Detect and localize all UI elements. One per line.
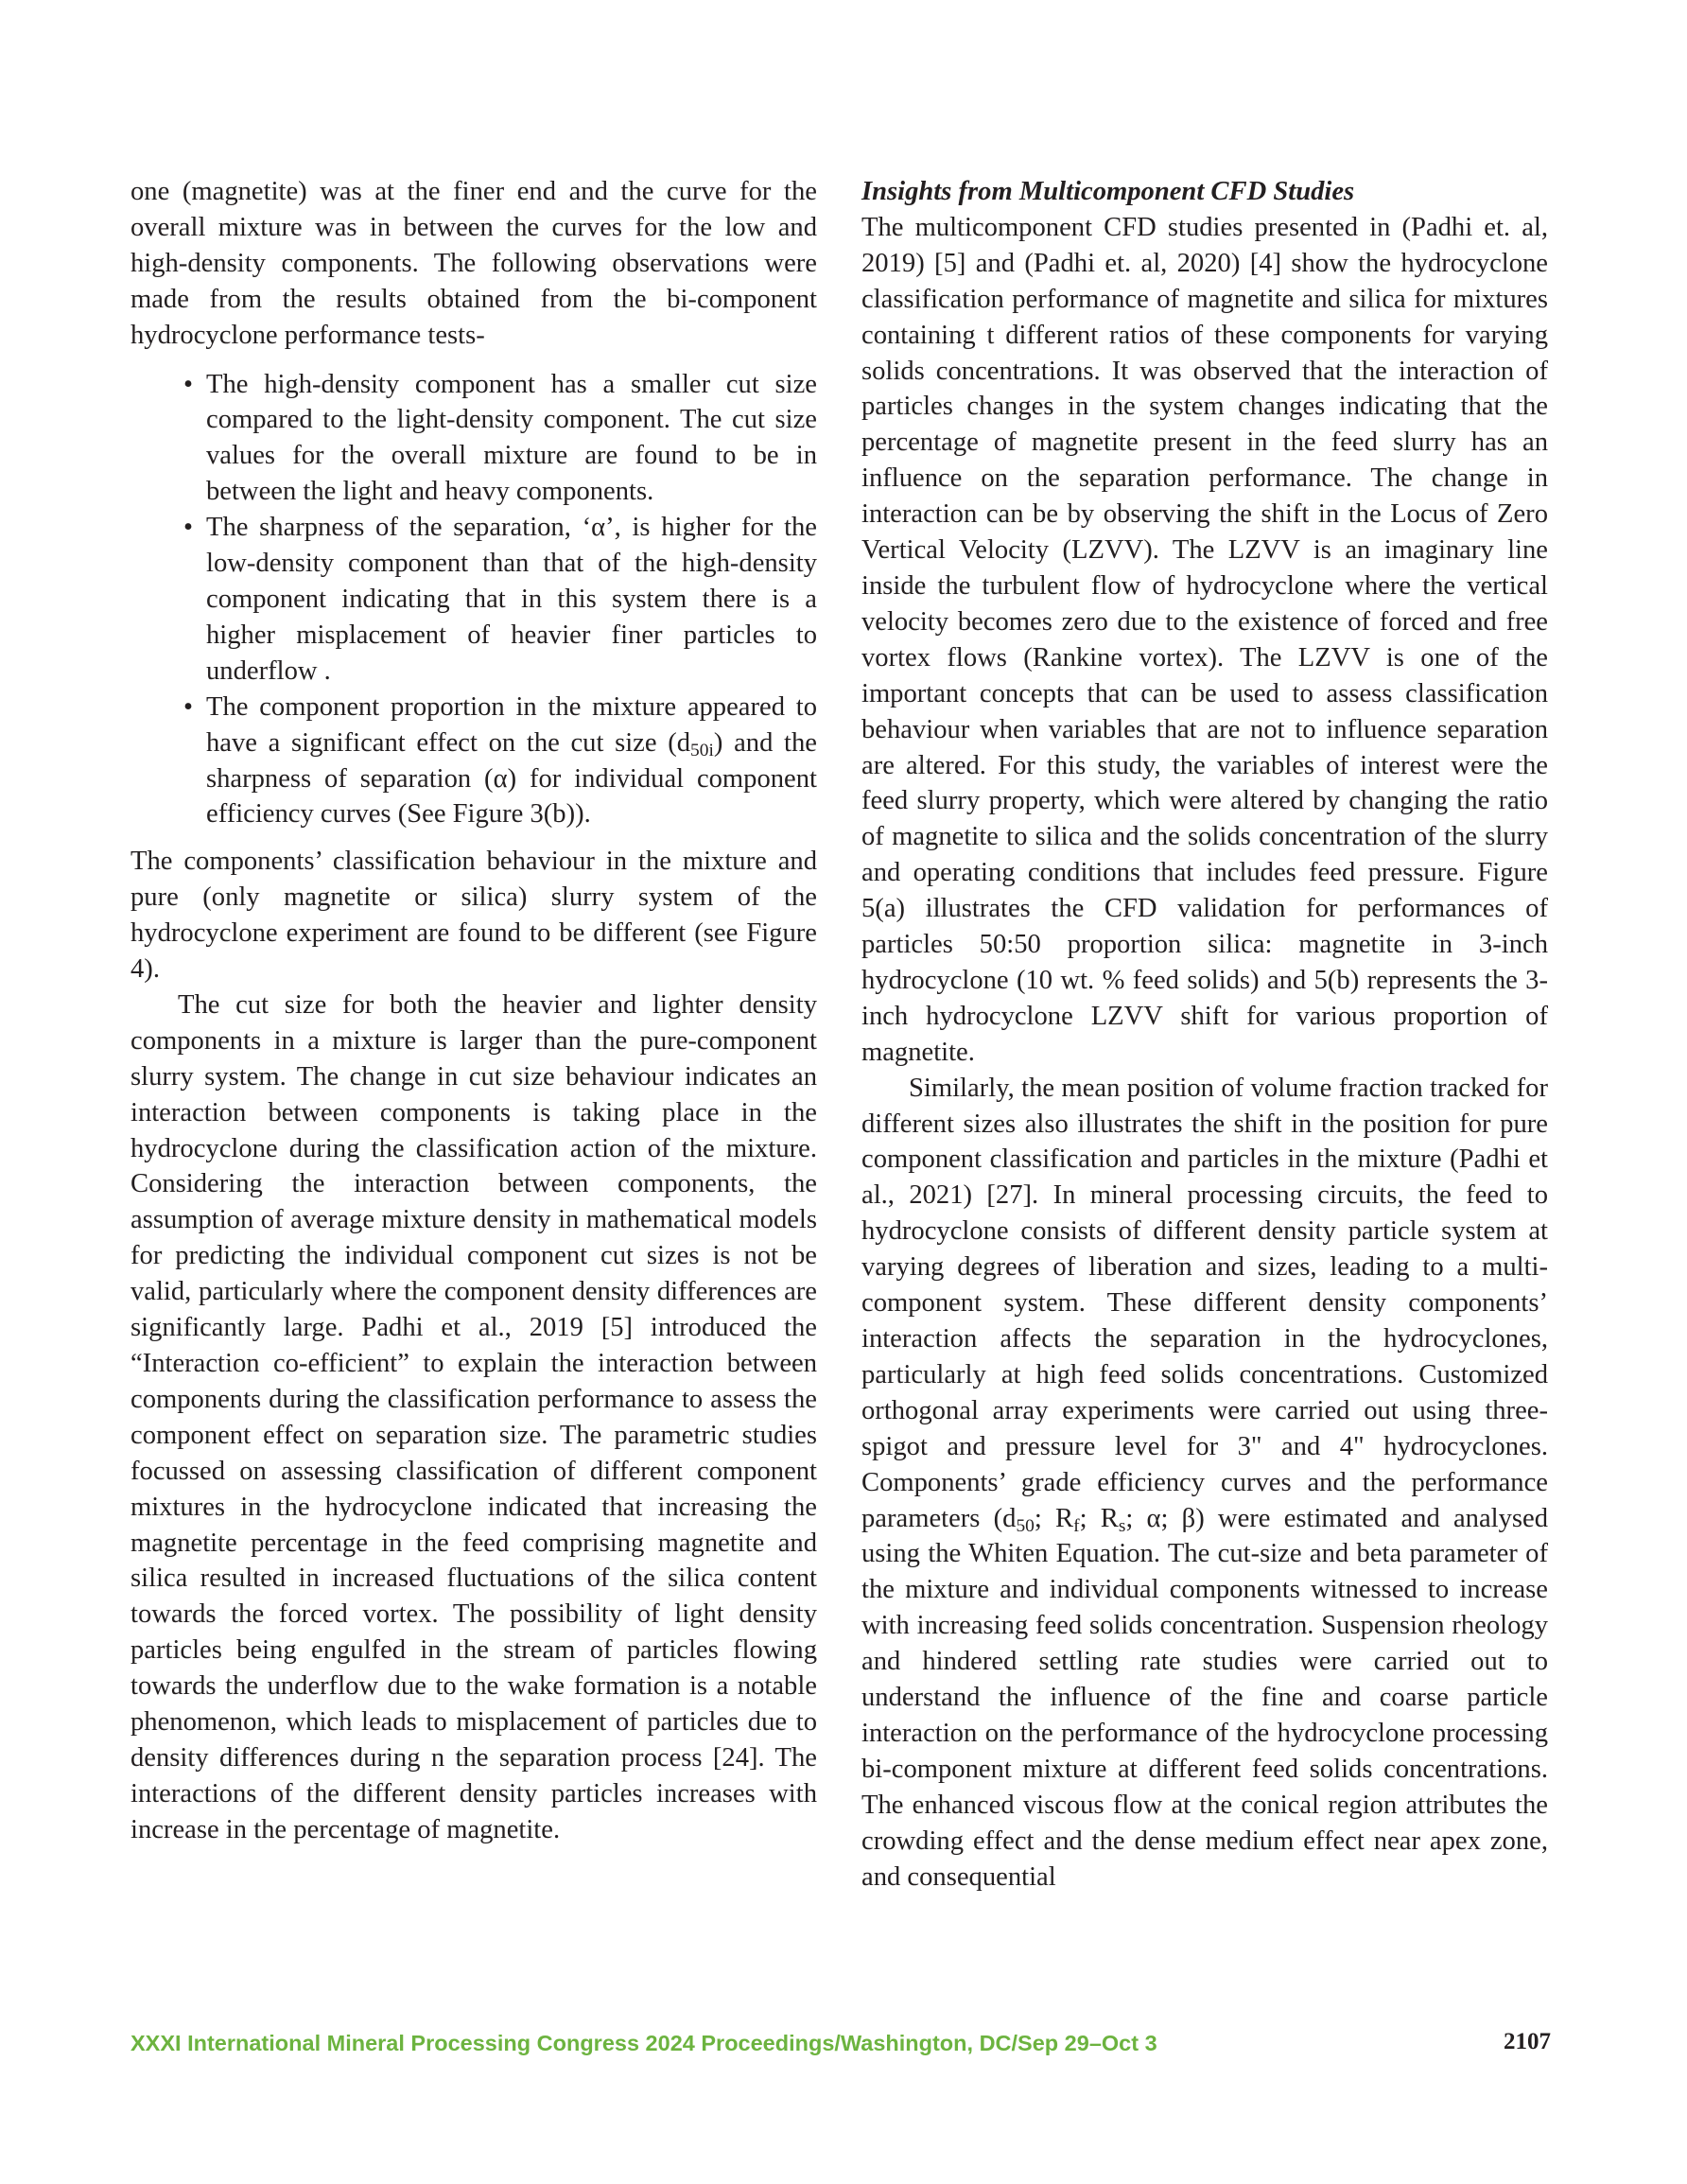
list-item (206, 690, 817, 833)
footer-proceedings: XXXI International Mineral Processing Congress 2024 Proceedings/Washington, DC/Sep 29–Oct 3 (130, 2031, 1157, 2055)
observations-list (130, 367, 817, 833)
right-column (861, 174, 1548, 1896)
body-paragraph (861, 1071, 1548, 1896)
subscript: s (1118, 1515, 1126, 1536)
section-heading: Insights from Multicomponent CFD Studies (861, 177, 1355, 206)
text-run: ; R (1034, 1503, 1074, 1533)
list-item: • The sharpness of the separation, ‘α’, is higher for the low-density component than that of the high-density component indicating that in this system there is a higher misplacement of heavier finer particles to underflow . (206, 510, 817, 690)
left-column (130, 174, 817, 1848)
body-paragraph: The multicomponent CFD studies presented in (Padhi et. al, 2019) [5] and (Padhi et. al, 2020) [4] show the hydrocyclone classification performance of magnetite and silica for mixtures containing t different ratios of these components for varying solids concentrations. It was observed that the interaction of particles changes in the system changes indicating that the percentage of magnetite present in the feed slurry has an influence on the separation performance. The change in interaction can be by observing the shift in the Locus of Zero Vertical Velocity (LZVV). The LZVV is an imaginary line inside the turbulent flow of hydrocyclone where the vertical velocity becomes zero due to the existence of forced and free vortex flows (Rankine vortex). The LZVV is one of the important concepts that can be used to assess classification behaviour when variables that are not to influence separation are altered. For this study, the variables of interest were the feed slurry property, which were altered by changing the ratio of magnetite to silica and the solids concentration of the slurry and operating conditions that includes feed pressure. Figure 5(a) illustrates the CFD validation for performances of particles 50:50 proportion silica: magnetite in 3-inch hydrocyclone (10 wt. % feed solids) and 5(b) represents the 3-inch hydrocyclone LZVV shift for various proportion of magnetite. (861, 212, 1548, 1067)
text-run: ; R (1079, 1503, 1119, 1533)
subscript: f (1073, 1515, 1080, 1536)
body-paragraph: The cut size for both the heavier and lighter density components in a mixture is larger than the pure-component slurry system. The change in cut size behaviour indicates an interaction between components is taking place in the hydrocyclone during the classification action of the mixture. Considering the interaction between components, the assumption of average mixture density in mathematical models for predicting the individual component cut sizes is not be valid, particularly where the component density differences are significantly large. Padhi et al., 2019 [5] introduced the “Interaction co-efficient” to explain the interaction between components during the classification performance to assess the component effect on separation size. The parametric studies focussed on assessing classification of different component mixtures in the hydrocyclone indicated that increasing the magnetite percentage in the feed comprising magnetite and silica resulted in increased fluctuations of the silica content towards the forced vortex. The possibility of light density particles being engulfed in the stream of particles flowing towards the underflow due to the wake formation is a notable phenomenon, which leads to misplacement of particles due to density differences during n the separation process [24]. The interactions of the different density particles increases with increase in the percentage of magnetite. (130, 989, 817, 1844)
bullet-text: ) and the sharpness of separation (α) for individual component efficiency curves (See Figure 3(b)). (206, 727, 817, 830)
body-paragraph: The components’ classification behaviour in the mixture and pure (only magnetite or silica) slurry system of the hydrocyclone experiment are found to be different (see Figure 4). (130, 847, 817, 985)
page-number: 2107 (1504, 2029, 1551, 2054)
subscript: 50 (1016, 1515, 1035, 1536)
text-run: ; α; β) were estimated and analysed using the Whiten Equation. The cut-size and beta parameter of the mixture and individual components witnessed to increase with increasing feed solids concentration. Suspension rheology and hindered settling rate studies were carried out to understand the influence of the fine and coarse particle interaction on the performance of the hydrocyclone processing bi-component mixture at different feed solids concentrations. The enhanced viscous flow at the conical region attributes the crowding effect and the dense medium effect near apex zone, and consequential (861, 1503, 1548, 1892)
bullet-text: The component proportion in the mixture appeared to have a significant effect on the cut size (d (206, 691, 817, 758)
intro-paragraph: one (magnetite) was at the finer end and the curve for the overall mixture was in between the curves for the low and high-density components. The following observations were made from the results obtained from the bi-component hydrocyclone performance tests- (130, 177, 817, 350)
subscript: 50i (690, 740, 714, 760)
list-item: • The high-density component has a smaller cut size compared to the light-density component. The cut size values for the overall mixture are found to be in between the light and heavy components. (206, 367, 817, 511)
text-run: Similarly, the mean position of volume fraction tracked for different sizes also illustrates the shift in the position for pure component classification and particles in the mixture (Padhi et al., 2021) [27]. In mineral processing circuits, the feed to hydrocyclone consists of different density particle system at varying degrees of liberation and sizes, leading to a multi-component system. These different density components’ interaction affects the separation in the hydrocyclones, particularly at high feed solids concentrations. Customized orthogonal array experiments were carried out using three-spigot and pressure level for 3" and 4" hydrocyclones. Components’ grade efficiency curves and the performance parameters (d (861, 1073, 1548, 1533)
